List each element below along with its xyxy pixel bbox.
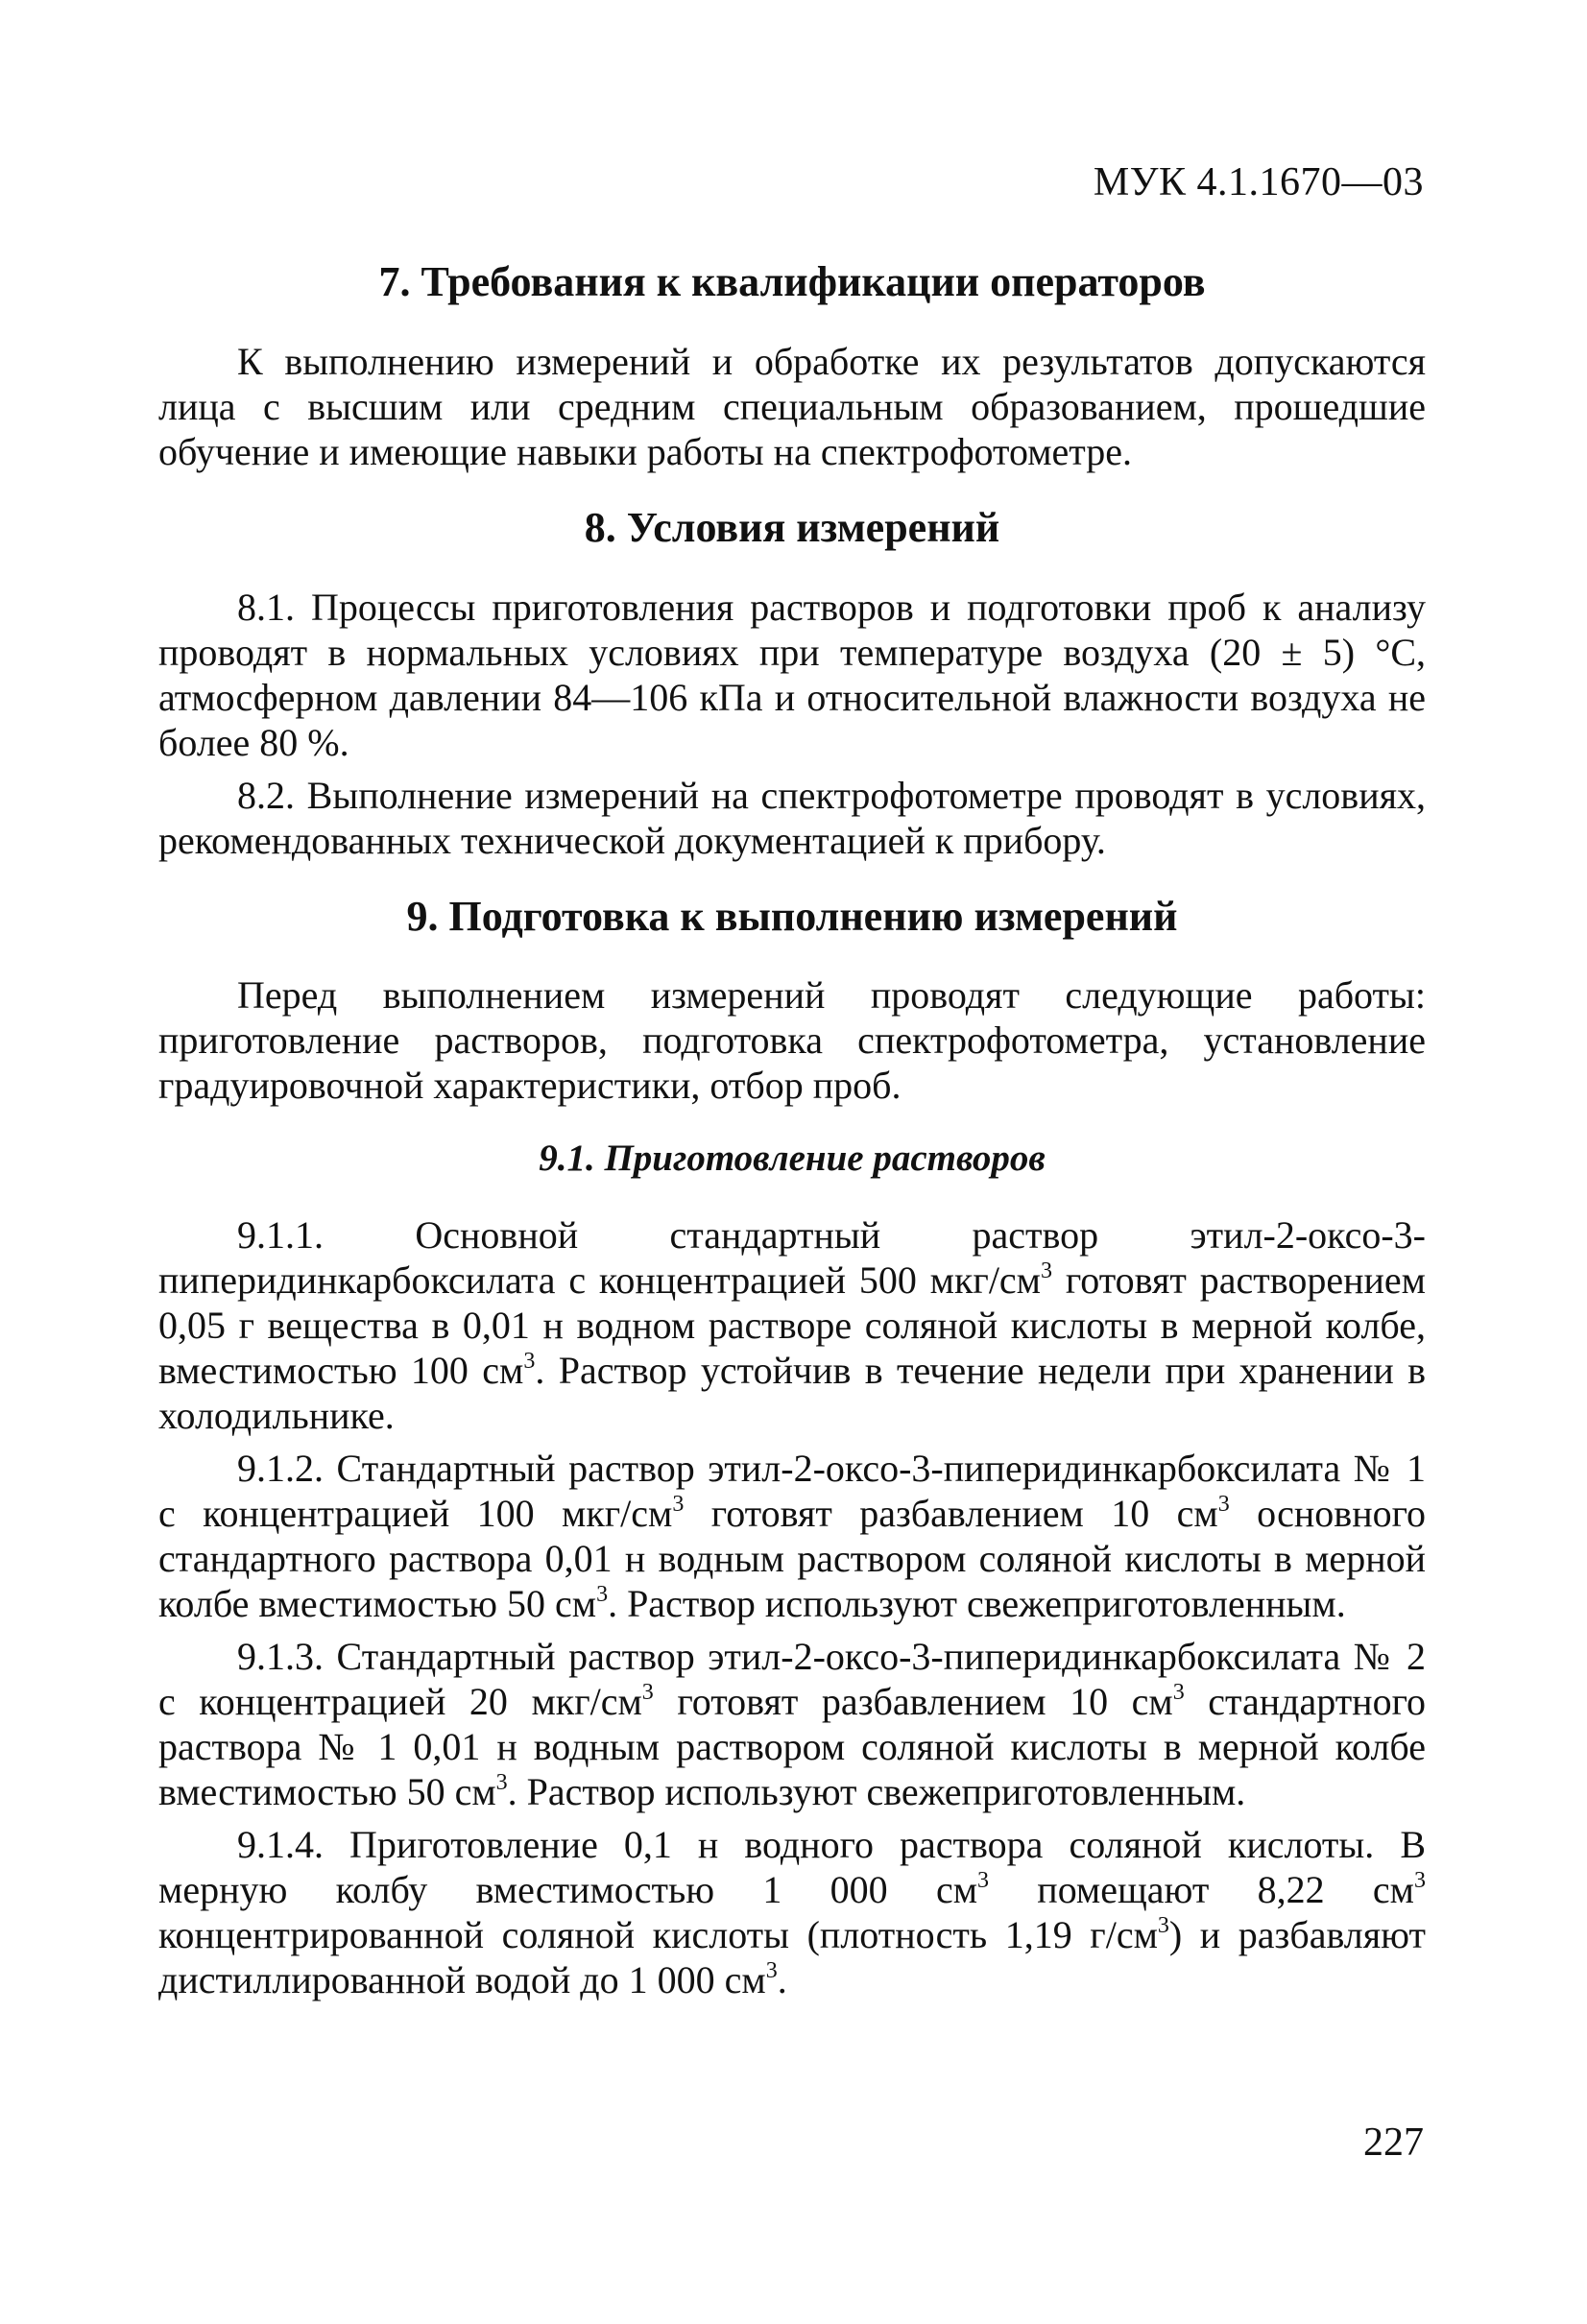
- text-run: . Раствор устойчив в течение недели при хранении в холодильнике.: [158, 1349, 1427, 1438]
- superscript: 3: [495, 1770, 508, 1796]
- superscript: 3: [523, 1349, 536, 1375]
- superscript: 3: [1217, 1492, 1230, 1518]
- text-run: готовят растворением 0,05 г вещества в 0,01 н водном растворе соляной кислоты в мерной колбе, вместимостью 100 см: [158, 1258, 1426, 1393]
- text-run: 9.1.1. Основной стандартный раствор этил-2-оксо-3-пиперидинкарбоксилата с концентрацией 500 мкг/см: [158, 1213, 1426, 1303]
- document-body: [158, 257, 1426, 2002]
- paragraph-9-1-4: [158, 1822, 1426, 2002]
- paragraph-9-1-3: [158, 1634, 1426, 1814]
- paragraph-8-1: 8.1. Процессы приготовления растворов и подготовки проб к анализу проводят в нормальных условиях при температуре воздуха (20 ± 5) °С, атмосферном давлении 84—106 кПа и относительной влажности воздуха не более 80 %.: [158, 585, 1426, 764]
- superscript: 3: [1157, 1913, 1169, 1939]
- text-run: готовят разбавлением 10 см: [653, 1680, 1173, 1724]
- text-run: концентрированной соляной кислоты (плотность 1,19 г/см: [158, 1913, 1158, 1957]
- page-number: 227: [1363, 2120, 1424, 2165]
- text-run: стандартного раствора № 1 0,01 н водным раствором соляной кислоты в мерной колбе вместимостью 50 см: [158, 1680, 1426, 1814]
- superscript: 3: [596, 1582, 609, 1608]
- text-run: 9.1.3. Стандартный раствор этил-2-оксо-3-пиперидинкарбоксилата № 2 с концентрацией 20 мкг/см: [158, 1635, 1426, 1724]
- text-run: .: [777, 1958, 787, 2002]
- text-run: основного стандартного раствора 0,01 н водным раствором соляной кислоты в мерной колбе вместимостью 50 см: [158, 1492, 1427, 1626]
- section-7-paragraph: К выполнению измерений и обработке их результатов допускаются лица с высшим или средним специальным образованием, прошедшие обучение и имеющие навыки работы на спектрофотометре.: [158, 339, 1426, 473]
- text-run: 9.1.4. Приготовление 0,1 н водного раствора соляной кислоты. В мерную колбу вместимостью 1 000 см: [158, 1823, 1426, 1912]
- text-run: готовят разбавлением 10 см: [684, 1492, 1218, 1536]
- paragraph-9-1-2: [158, 1446, 1426, 1626]
- superscript: 3: [977, 1868, 990, 1894]
- subsection-9-1-title: 9.1. Приготовление растворов: [539, 1138, 1046, 1180]
- superscript: 3: [641, 1680, 654, 1706]
- section-9-paragraph: Перед выполнением измерений проводят следующие работы: приготовление растворов, подготовка спектрофотометра, установление градуировочной характеристики, отбор проб.: [158, 973, 1426, 1108]
- superscript: 3: [672, 1492, 685, 1518]
- superscript: 3: [1041, 1258, 1052, 1284]
- section-9-title: 9. Подготовка к выполнению измерений: [406, 892, 1178, 940]
- superscript: 3: [1414, 1868, 1426, 1894]
- text-run: ) и разбавляют дистиллированной водой до 1 000 см: [158, 1913, 1426, 2002]
- document-code: МУК 4.1.1670—03: [1093, 160, 1424, 204]
- superscript: 3: [765, 1958, 778, 1984]
- text-run: помещают 8,22 см: [989, 1868, 1414, 1912]
- superscript: 3: [1172, 1680, 1185, 1706]
- section-7-title: 7. Требования к квалификации операторов: [378, 258, 1206, 305]
- paragraph-8-2: 8.2. Выполнение измерений на спектрофотометре проводят в условиях, рекомендованных технической документацией к прибору.: [158, 773, 1426, 862]
- section-8-title: 8. Условия измерений: [584, 503, 1000, 551]
- text-run: 9.1.2. Стандартный раствор этил-2-оксо-3-пиперидинкарбоксилата № 1 с концентрацией 100 мкг/см: [158, 1447, 1426, 1536]
- text-run: . Раствор используют свежеприготовленным.: [608, 1582, 1346, 1626]
- text-run: . Раствор используют свежеприготовленным.: [507, 1770, 1246, 1814]
- paragraph-9-1-1: [158, 1212, 1426, 1438]
